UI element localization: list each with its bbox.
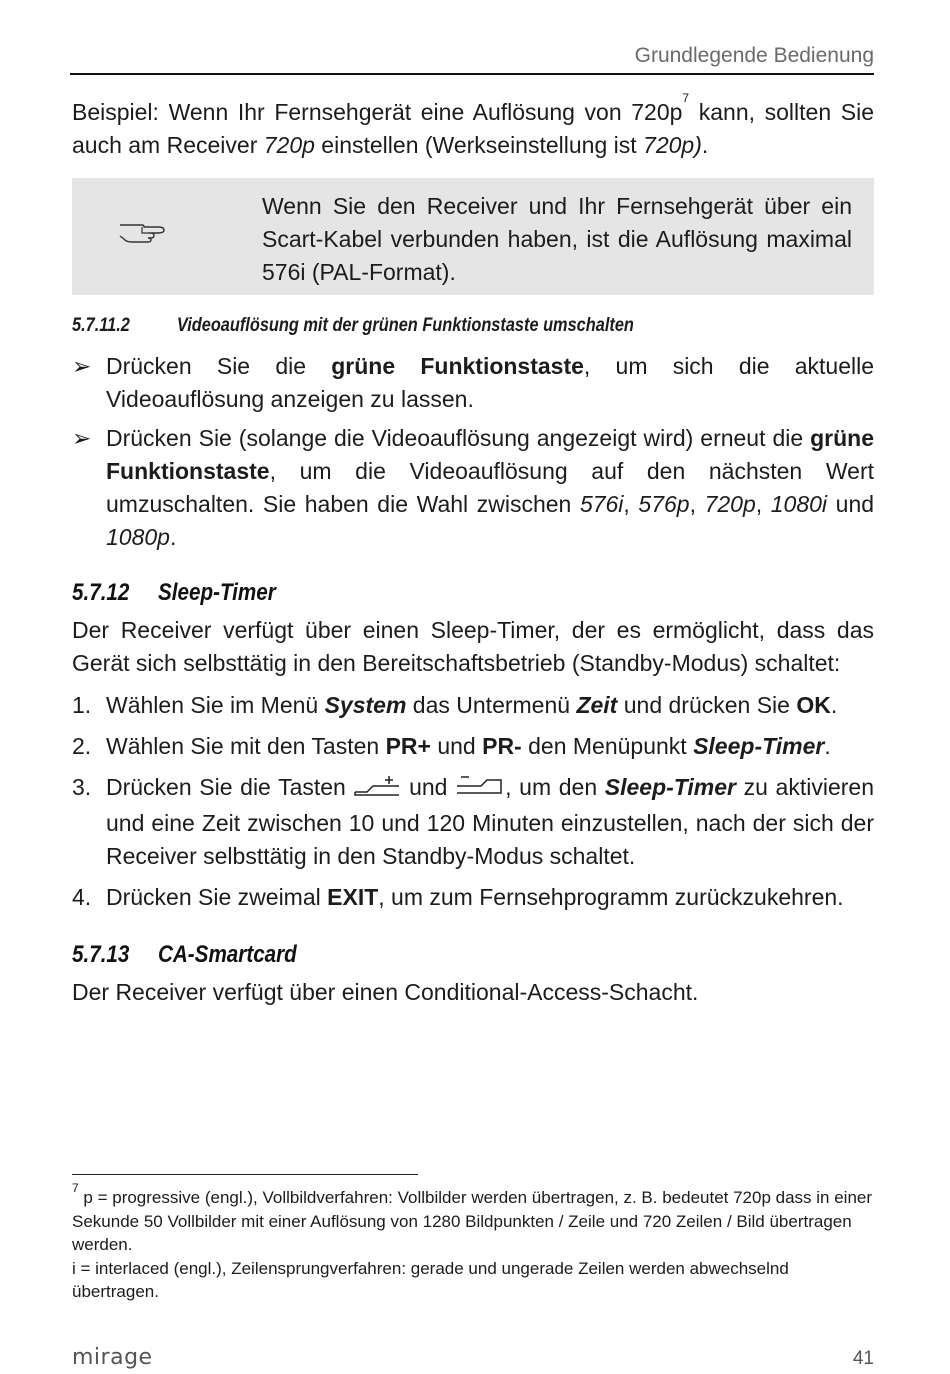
list-item: 4. Drücken Sie zweimal EXIT, um zum Fernsehprogramm zurückzukehren. xyxy=(72,884,844,910)
footnote xyxy=(72,1181,874,1304)
arrow-bullet-icon: ➢ xyxy=(72,425,92,451)
section-title: Sleep-Timer xyxy=(158,579,276,606)
footnote-line: $^7$ p = progressive (engl.), Vollbildverfahren: Vollbilder werden übertragen, z. B. bedeutet 720p dass in einer Sekunde 50 Vollbilder mit einer Auflösung von 1280 Bildpunkten / Zeile und 720 Zeilen / Bild übertragen werden. xyxy=(72,1181,873,1254)
section-title: CA-Smartcard xyxy=(158,941,297,968)
ca-smartcard-text: Der Receiver verfügt über einen Conditional-Access-Schacht. xyxy=(72,979,699,1005)
section-heading-5-7-12 xyxy=(72,576,762,610)
subsection-heading-5-7-11-2 xyxy=(72,312,762,340)
footnote-marker: 7 xyxy=(72,1181,79,1195)
section-number: 5.7.13 xyxy=(72,941,130,968)
list-item: 3. Drücken Sie die Tasten und , um den Sleep-Timer zu aktivieren und eine Zeit zwischen 10 und 120 Minuten einzustellen, nach der sich der Receiver selbsttätig in den Standby-Modus schaltet. xyxy=(72,774,874,869)
note-box xyxy=(72,178,874,295)
intro-paragraph: Beispiel: Wenn Ihr Fernsehgerät eine Auflösung von $720p^7$ kann, sollten Sie auch am Receiver 720p einstellen (Werkseinstellung ist 720p). xyxy=(72,91,874,158)
section-number: 5.7.12 xyxy=(72,579,130,606)
list-item: ➢ Drücken Sie (solange die Videoauflösung angezeigt wird) erneut die grüne Funktionstaste, um die Videoauflösung auf den nächsten Wert umzuschalten. Sie haben die Wahl zwischen 576i, 576p, 720p, 1080i und 1080p. xyxy=(72,422,874,554)
volume-up-key-icon xyxy=(353,774,401,807)
arrow-bullet-icon: ➢ xyxy=(72,353,92,379)
footnote-rule xyxy=(72,1174,418,1175)
list-item: 1. Wählen Sie im Menü System das Untermenü Zeit und drücken Sie OK. xyxy=(72,692,838,718)
section-number: 5.7.11.2 xyxy=(72,315,130,336)
running-header: Grundlegende Bedienung xyxy=(634,44,874,67)
sleep-timer-intro: Der Receiver verfügt über einen Sleep-Timer, der es ermöglicht, dass das Gerät sich selbsttätig in den Bereitschaftsbetrieb (Standby-Modus) schaltet: xyxy=(72,617,874,676)
volume-down-key-icon xyxy=(455,774,505,807)
footnote-ref: 7 xyxy=(682,91,690,105)
page-number: 41 xyxy=(852,1348,874,1369)
note-text: Wenn Sie den Receiver und Ihr Fernsehgerät über ein Scart-Kabel verbunden haben, ist die Auflösung maximal 576i (PAL-Format). xyxy=(262,193,852,285)
list-item: ➢ Drücken Sie die grüne Funktionstaste, um sich die aktuelle Videoauflösung anzeigen zu lassen. xyxy=(72,350,874,416)
mirage-logo: mirage xyxy=(72,1345,153,1370)
footnote-line: i = interlaced (engl.), Zeilensprungverfahren: gerade und ungerade Zeilen werden abwechselnd übertragen. xyxy=(72,1258,789,1301)
pointing-hand-icon xyxy=(118,218,166,253)
section-heading-5-7-13 xyxy=(72,938,762,972)
page-body xyxy=(72,91,875,1009)
header-rule xyxy=(70,73,874,75)
steps-list xyxy=(72,689,874,914)
section-title: Videoauflösung mit der grünen Funktionstaste umschalten xyxy=(176,315,634,336)
list-item: 2. Wählen Sie mit den Tasten PR+ und PR- den Menüpunkt Sleep-Timer. xyxy=(72,733,831,759)
